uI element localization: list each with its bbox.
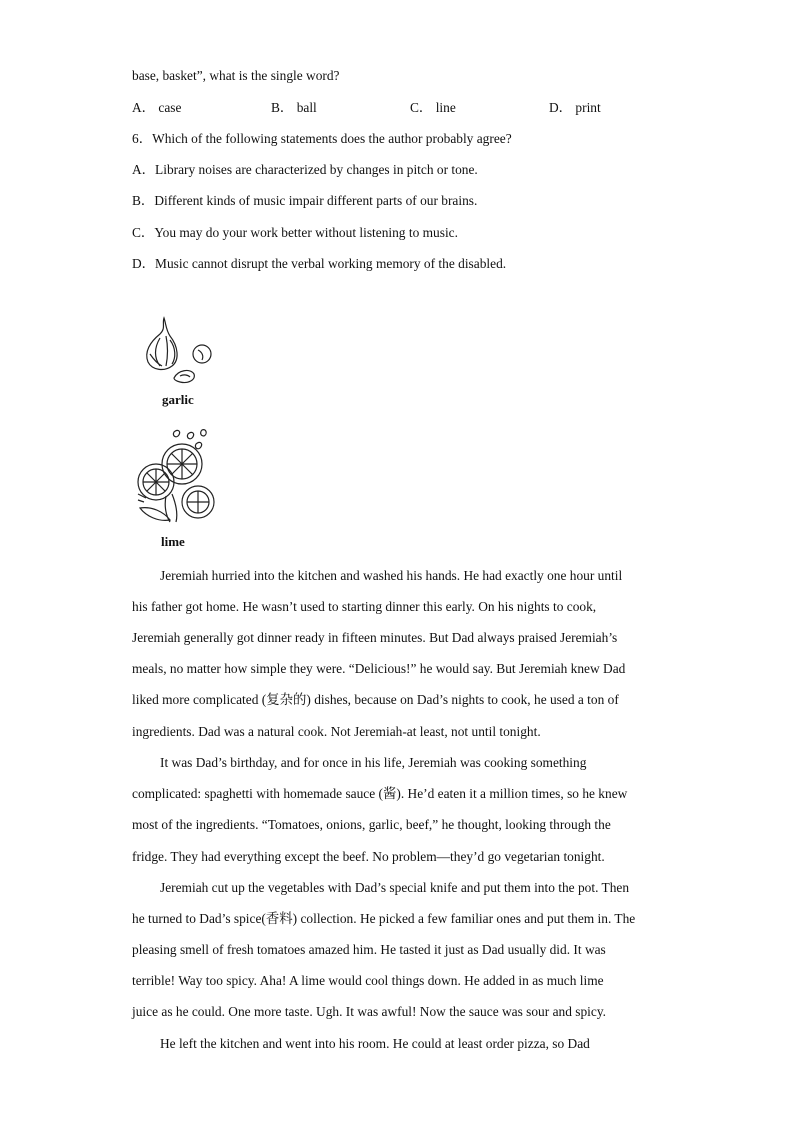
q6-option-c[interactable]: C．You may do your work better without listening to music. <box>132 225 458 240</box>
q6-option-a[interactable]: A．Library noises are characterized by changes in pitch or tone. <box>132 162 478 177</box>
passage-line: juice as he could. One more taste. Ugh. It was awful! Now the sauce was sour and spicy. <box>132 1004 606 1019</box>
lime-caption: lime <box>161 534 185 549</box>
passage-line: Jeremiah generally got dinner ready in fifteen minutes. But Dad always praised Jeremiah’s <box>132 630 618 645</box>
passage-line: his father got home. He wasn’t used to starting dinner this early. On his nights to cook, <box>132 599 597 614</box>
passage-line: Jeremiah hurried into the kitchen and washed his hands. He had exactly one hour until <box>160 568 623 583</box>
passage-line: Jeremiah cut up the vegetables with Dad’s special knife and put them into the pot. Then <box>160 880 630 895</box>
question6-stem: 6．Which of the following statements does the author probably agree? <box>132 131 512 146</box>
passage-line: fridge. They had everything except the beef. No problem—they’d go vegetarian tonight. <box>132 849 605 864</box>
q6-option-d[interactable]: D．Music cannot disrupt the verbal working memory of the disabled. <box>132 256 507 271</box>
q5-option-c[interactable]: C． line <box>410 100 456 115</box>
q5-option-d[interactable]: D． print <box>549 100 601 115</box>
passage-line: ingredients. Dad was a natural cook. Not Jeremiah-at least, not until tonight. <box>132 724 541 739</box>
passage-line: terrible! Way too spicy. Aha! A lime would cool things down. He added in as much lime <box>132 973 604 988</box>
question5-stem-tail: base, basket”, what is the single word? <box>132 68 340 83</box>
passage-line: pleasing smell of fresh tomatoes amazed him. He tasted it just as Dad usually did. It was <box>132 942 606 957</box>
garlic-caption: garlic <box>162 392 194 407</box>
q5-option-b[interactable]: B． ball <box>271 100 317 115</box>
garlic-image <box>136 314 218 388</box>
passage-line: meals, no matter how simple they were. “Delicious!” he would say. But Jeremiah knew Dad <box>132 661 626 676</box>
lime-image <box>136 424 216 526</box>
passage-line: liked more complicated (复杂的) dishes, because on Dad’s nights to cook, he used a ton of <box>132 692 619 707</box>
q6-option-b[interactable]: B．Different kinds of music impair different parts of our brains. <box>132 193 478 208</box>
passage-line: He left the kitchen and went into his room. He could at least order pizza, so Dad <box>160 1036 590 1051</box>
q5-option-a[interactable]: A． case <box>132 100 182 115</box>
passage-line: complicated: spaghetti with homemade sauce (酱). He’d eaten it a million times, so he knew <box>132 786 628 801</box>
passage-line: It was Dad’s birthday, and for once in his life, Jeremiah was cooking something <box>160 755 587 770</box>
passage-line: he turned to Dad’s spice(香料) collection. He picked a few familiar ones and put them in. The <box>132 911 636 926</box>
passage-line: most of the ingredients. “Tomatoes, onions, garlic, beef,” he thought, looking through the <box>132 817 611 832</box>
